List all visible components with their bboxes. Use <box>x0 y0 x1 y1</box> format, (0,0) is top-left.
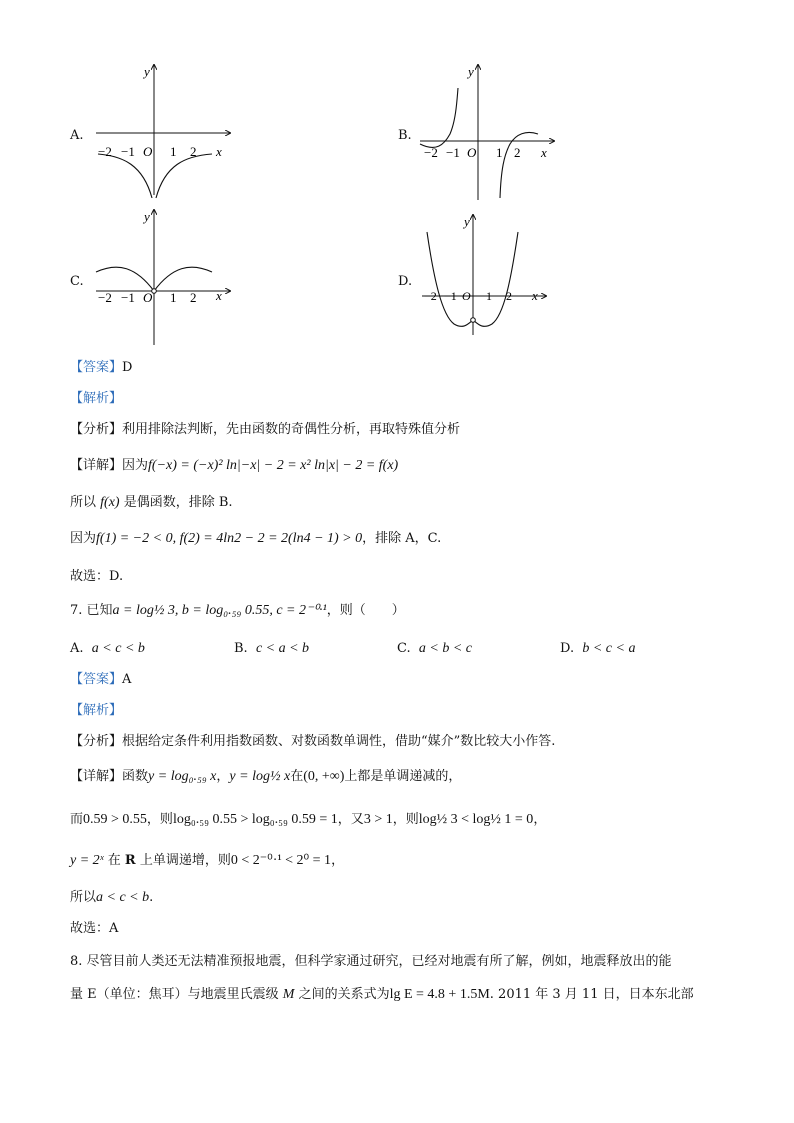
tick-label: −2 <box>424 145 438 160</box>
tick-label: 1 <box>170 290 177 305</box>
q6-fenxi-line <box>70 421 460 439</box>
q6-analysis-tag: 【解析】 <box>70 391 123 406</box>
x-axis-label: x <box>541 145 547 160</box>
y-axis-label: y <box>144 64 150 79</box>
tick-label: −1 <box>446 145 460 160</box>
x-axis-label: x <box>216 144 222 159</box>
q6-choice: 故选：D. <box>70 569 124 584</box>
fenxi-text: 利用排除法判断，先由函数的奇偶性分析，再取特殊值分析 <box>122 422 461 437</box>
y-axis-label: y <box>464 214 470 229</box>
tick-label: −2 <box>98 290 112 305</box>
q7-option-d: D. b < c < a <box>560 641 636 656</box>
origin-label: O <box>143 290 153 305</box>
answer-value: A <box>122 672 132 687</box>
fenxi-tag: 【分析】 <box>70 422 123 437</box>
q6-answer-line <box>70 359 132 377</box>
tick-label: 2 <box>514 145 521 160</box>
origin-label: O <box>467 145 477 160</box>
tick-label: 2 <box>506 289 512 303</box>
option-label-c: C. <box>70 274 84 289</box>
answer-tag: 【答案】 <box>70 360 123 375</box>
q6-even-line: 所以 f(x) 是偶函数，排除 B. <box>70 495 233 510</box>
tick-label: 1 <box>170 144 177 159</box>
q7-option-c: C. a < b < c <box>397 641 472 656</box>
tick-label: −2 <box>424 289 437 303</box>
detail-tag: 【详解】 <box>70 458 123 473</box>
q6-value-line: 因为f(1) = −2 < 0, f(2) = 4ln2 − 2 = 2(ln4 − 1) > 0，排除 A，C. <box>70 531 442 546</box>
q7-option-a: A. a < c < b <box>70 641 145 656</box>
graph-b <box>414 60 564 205</box>
y-axis-label: y <box>468 64 474 79</box>
q6-detail-line: 【详解】因为f(−x) = (−x)² ln|−x| − 2 = x² ln|x| − 2 = f(x) <box>70 458 399 473</box>
tick-label: 1 <box>486 289 492 303</box>
q7-option-b: B. c < a < b <box>234 641 310 656</box>
graph-a <box>88 60 238 200</box>
detail-formula: f(−x) = (−x)² ln|−x| − 2 = x² ln|x| − 2 = f(x) <box>148 458 399 473</box>
graph-c <box>88 205 238 347</box>
origin-label: O <box>143 144 153 159</box>
option-label-d: D. <box>398 274 413 289</box>
tick-label: 1 <box>496 145 503 160</box>
q7-detail-line-3: y = 2ˣ 在 R 上单调递增，则0 < 2⁻⁰·¹ < 2⁰ = 1， <box>70 853 345 868</box>
q7-choice: 故选：A <box>70 921 119 936</box>
tick-label: 2 <box>190 290 197 305</box>
q8-line-1: 8. 尽管目前人类还无法精准预报地震，但科学家通过研究，已经对地震有所了解，例如，地震释放出的能 <box>70 954 672 969</box>
q7-detail-line-1: 【详解】函数y = log₀.₅₉ x，y = log½ x在(0, +∞)上都是单调递减的， <box>70 769 462 784</box>
y-axis-label: y <box>144 209 150 224</box>
tick-label: −1 <box>121 144 135 159</box>
q7-stem-formula: a = log½ 3, b = log₀.₅₉ 0.55, c = 2⁻⁰·¹ <box>112 603 327 618</box>
tick-label: −2 <box>98 144 112 159</box>
graph-d <box>414 210 554 340</box>
q7-stem: 7. 已知a = log½ 3, b = log₀.₅₉ 0.55, c = 2⁻⁰·¹，则（ ） <box>70 603 405 618</box>
tick-label: −1 <box>444 289 457 303</box>
tick-label: −1 <box>121 290 135 305</box>
x-axis-label: x <box>216 288 222 303</box>
tick-label: 2 <box>190 144 197 159</box>
answer-value: D <box>122 360 133 375</box>
origin-label: O <box>462 289 471 303</box>
option-label-a: A. <box>70 128 84 143</box>
q8-line-2: 量 E（单位：焦耳）与地震里氏震级 M 之间的关系式为lg E = 4.8 + 1.5M. 2011 年 3 月 11 日，日本东北部 <box>70 987 694 1002</box>
q7-detail-line-4: 所以a < c < b. <box>70 890 154 905</box>
option-label-b: B. <box>398 128 412 143</box>
q7-answer-line: 【答案】A <box>70 672 132 687</box>
q7-detail-line-2: 而0.59 > 0.55，则log₀.₅₉ 0.55 > log₀.₅₉ 0.59 = 1，又3 > 1，则log½ 3 < log½ 1 = 0， <box>70 812 547 827</box>
x-axis-label: x <box>532 288 538 303</box>
q7-fenxi-line: 【分析】根据给定条件利用指数函数、对数函数单调性，借助“媒介”数比较大小作答. <box>70 734 556 749</box>
q7-analysis-tag: 【解析】 <box>70 703 123 718</box>
